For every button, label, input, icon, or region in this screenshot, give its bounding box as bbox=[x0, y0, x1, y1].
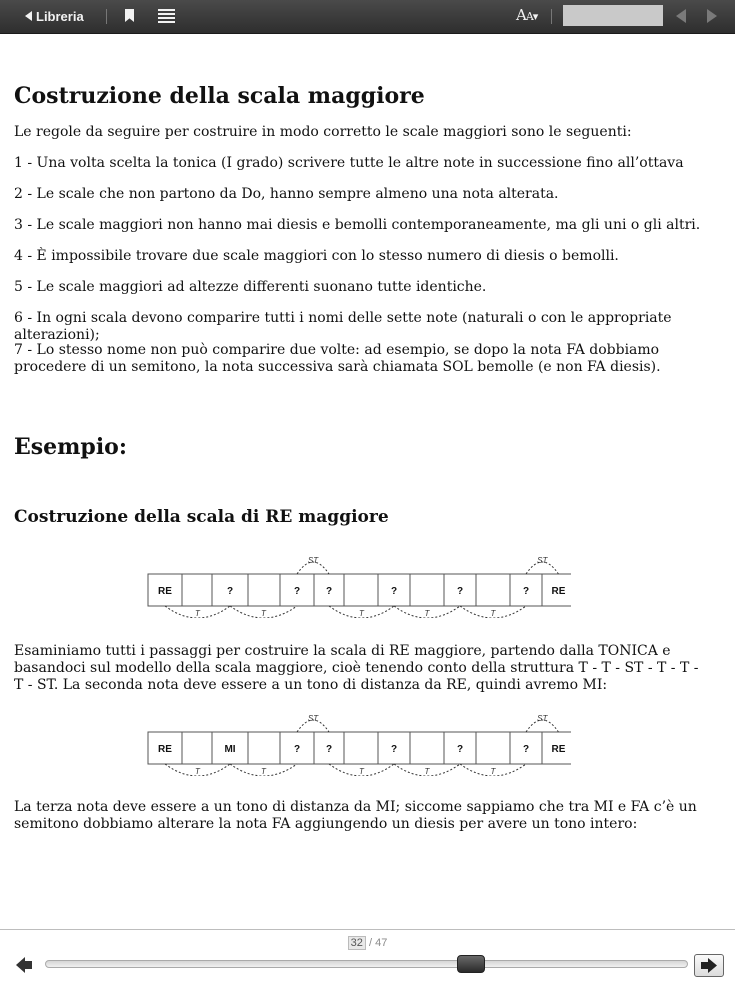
rule-6: 6 - In ogni scala devono comparire tutti i nomi delle sette note (naturali o con le appropriate alterazioni); bbox=[14, 310, 672, 343]
rule-5: 5 - Le scale maggiori ad altezze differenti suonano tutte identiche. bbox=[14, 279, 487, 295]
scale-cell: ? bbox=[325, 744, 333, 755]
example-subheading: Costruzione della scala di RE maggiore bbox=[14, 507, 389, 527]
scale-cell: RE bbox=[551, 744, 566, 755]
scale-cell: MI bbox=[224, 744, 236, 755]
tone-label: T bbox=[359, 609, 364, 618]
page-title: Costruzione della scala maggiore bbox=[14, 83, 425, 109]
tone-label: T bbox=[195, 767, 200, 776]
total-pages: / 47 bbox=[368, 937, 388, 949]
scale-diagram-2 bbox=[147, 712, 571, 776]
page-indicator bbox=[0, 937, 735, 949]
intro-text: Le regole da seguire per costruire in modo corretto le scale maggiori sono le seguenti: bbox=[14, 124, 632, 140]
top-toolbar bbox=[0, 0, 735, 34]
tone-label: T bbox=[359, 767, 364, 776]
scale-cell: ? bbox=[325, 586, 333, 597]
scale-cell: ? bbox=[456, 744, 464, 755]
paragraph-2: La terza nota deve essere a un tono di distanza da MI; siccome sappiamo che tra MI e FA c’è un semitono dobbiamo alterare la nota FA aggiungendo un diesis per avere un tono intero: bbox=[14, 799, 697, 832]
scale-cell: ? bbox=[293, 586, 301, 597]
bottom-navigation-bar bbox=[0, 929, 735, 982]
next-page-icon bbox=[695, 955, 723, 976]
paragraph-1: Esaminiamo tutti i passaggi per costruire la scala di RE maggiore, partendo dalla TONICA e basandoci sul modello della scala maggiore, cioè tenendo conto della struttura T - T - ST - T - T - T - ST. La seconda nota deve essere a un tono di distanza da RE, quindi avremo MI: bbox=[14, 643, 699, 693]
scale-cell: RE bbox=[158, 744, 172, 755]
font-size-button[interactable] bbox=[516, 6, 537, 24]
rule-3: 3 - Le scale maggiori non hanno mai diesis e bemolli contemporaneamente, ma gli uni o gli altri. bbox=[14, 217, 701, 233]
scale-cell: RE bbox=[158, 586, 172, 597]
semitone-label: ST bbox=[537, 714, 548, 723]
tone-label: T bbox=[490, 609, 496, 618]
table-of-contents-icon[interactable] bbox=[158, 9, 175, 22]
font-size-label-small: A bbox=[525, 10, 533, 23]
tone-label: T bbox=[424, 767, 430, 776]
font-size-label-big: A bbox=[516, 6, 526, 24]
library-back-button[interactable] bbox=[25, 7, 84, 25]
font-size-caret-icon: ▾ bbox=[532, 10, 538, 23]
scale-cell: ? bbox=[226, 586, 234, 597]
scale-cell: ? bbox=[293, 744, 301, 755]
scale-diagram-1 bbox=[147, 554, 571, 618]
bookmark-icon[interactable] bbox=[125, 9, 134, 22]
scale-cell: ? bbox=[522, 586, 530, 597]
next-result-icon[interactable] bbox=[707, 9, 717, 23]
scale-cell: RE bbox=[551, 586, 566, 597]
scale-cell: ? bbox=[456, 586, 464, 597]
page-slider-thumb[interactable] bbox=[457, 955, 485, 973]
back-arrow-icon bbox=[25, 11, 32, 21]
example-heading: Esempio: bbox=[14, 434, 127, 460]
tone-label: T bbox=[490, 767, 496, 776]
tone-label: T bbox=[195, 609, 200, 618]
previous-result-icon[interactable] bbox=[676, 9, 686, 23]
toolbar-divider bbox=[106, 9, 107, 24]
semitone-label: ST bbox=[537, 556, 548, 565]
tone-label: T bbox=[261, 609, 266, 618]
scale-cell: ? bbox=[390, 744, 398, 755]
page-slider-track[interactable] bbox=[45, 960, 688, 968]
rule-1: 1 - Una volta scelta la tonica (I grado) scrivere tutte le altre note in successione fino all’ottava bbox=[14, 155, 684, 171]
toolbar-divider bbox=[551, 9, 552, 24]
library-back-label: Libreria bbox=[36, 8, 84, 24]
semitone-label: ST bbox=[307, 556, 319, 565]
previous-page-icon[interactable] bbox=[15, 956, 33, 974]
rule-7: 7 - Lo stesso nome non può comparire due volte: ad esempio, se dopo la nota FA dobbiamo procedere di un semitono, la nota successiva sarà chiamata SOL bemolle (e non FA diesis). bbox=[14, 342, 661, 375]
semitone-label: ST bbox=[307, 714, 319, 723]
tone-label: T bbox=[424, 609, 430, 618]
rule-2: 2 - Le scale che non partono da Do, hanno sempre almeno una nota alterata. bbox=[14, 186, 559, 202]
next-page-button[interactable] bbox=[694, 954, 724, 977]
rule-4: 4 - È impossibile trovare due scale maggiori con lo stesso numero di diesis o bemolli. bbox=[14, 248, 619, 264]
scale-cell: ? bbox=[390, 586, 398, 597]
scale-cell: ? bbox=[522, 744, 530, 755]
current-page[interactable]: 32 bbox=[348, 936, 366, 950]
search-input[interactable] bbox=[563, 5, 663, 26]
tone-label: T bbox=[261, 767, 266, 776]
